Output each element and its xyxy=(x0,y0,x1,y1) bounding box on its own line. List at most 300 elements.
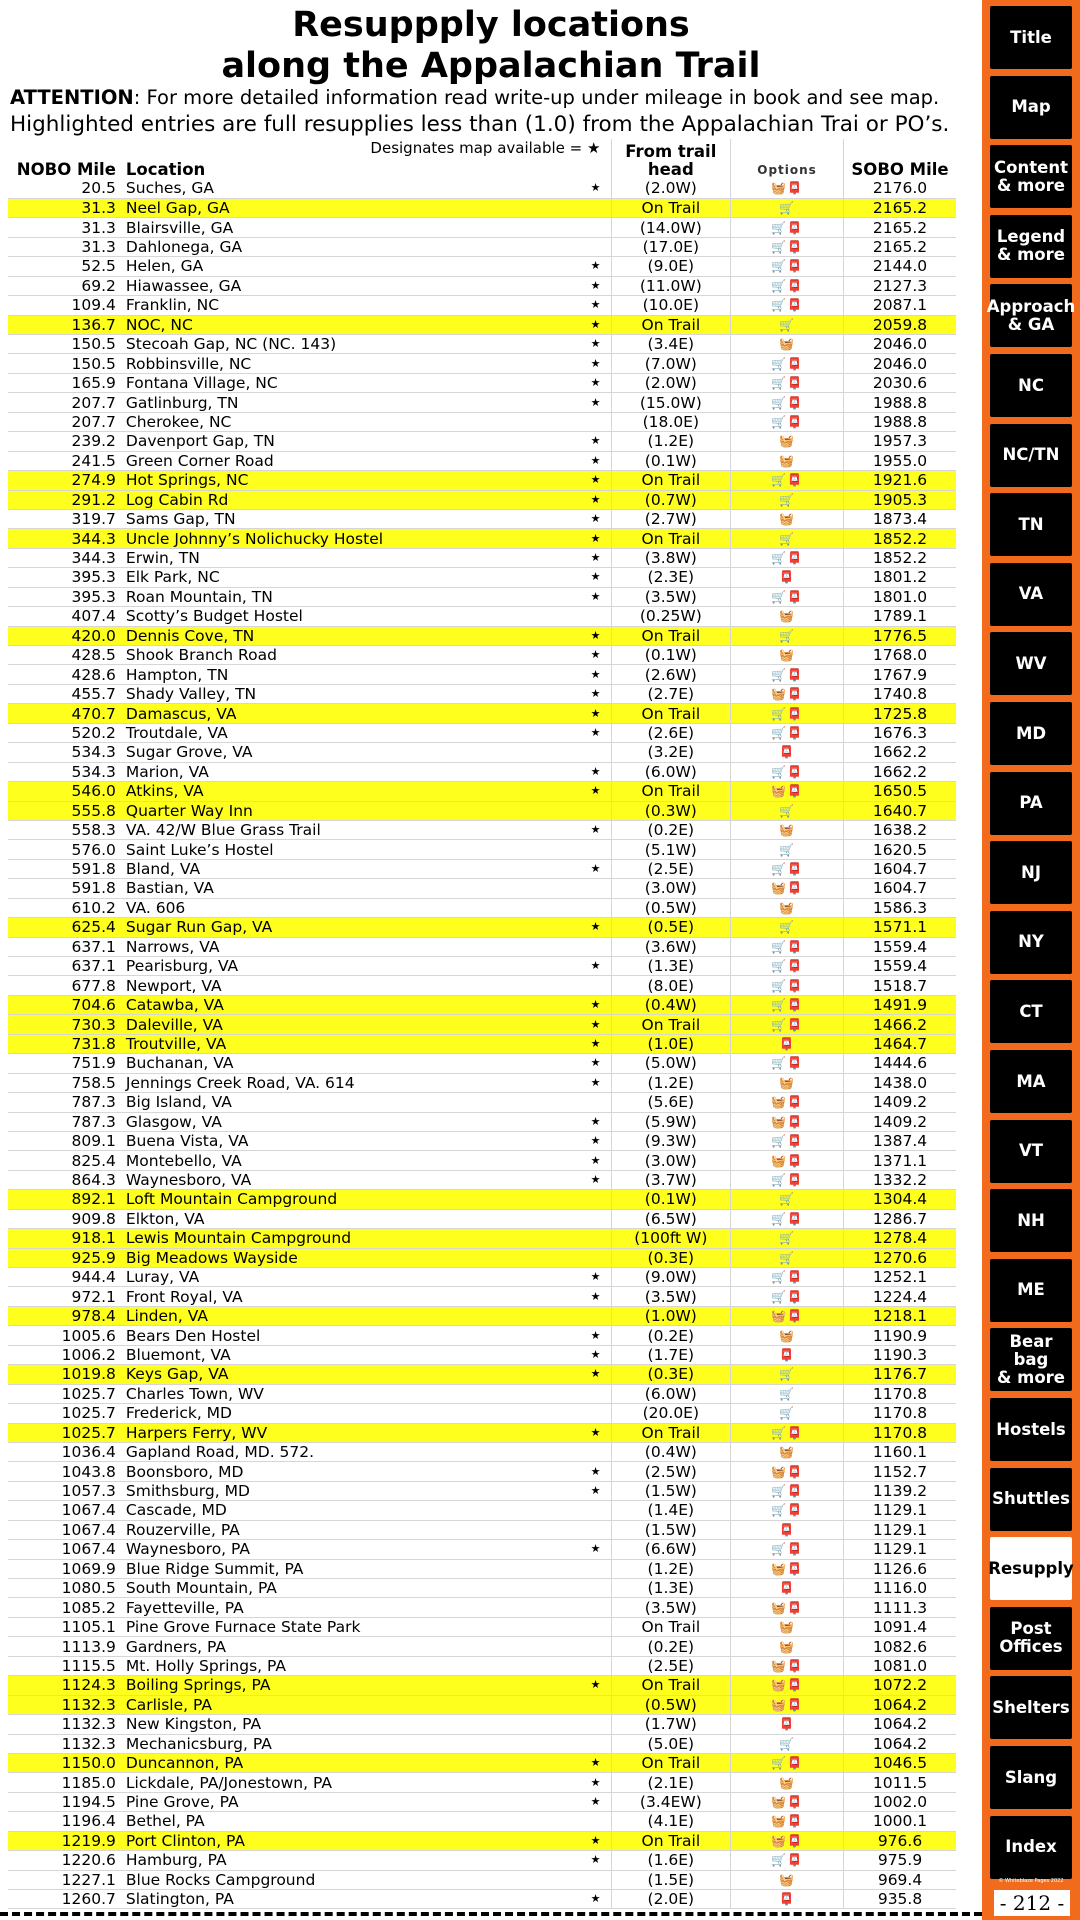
nobo-mile-cell: 591.8 xyxy=(8,879,120,898)
options-icons: 📮 xyxy=(731,1520,844,1539)
options-icons: 🧺 xyxy=(731,1326,844,1345)
nobo-mile-cell: 1113.9 xyxy=(8,1637,120,1656)
map-star-icon: ★ xyxy=(580,820,611,839)
sidebar-tab-nc-tn[interactable]: NC/TN xyxy=(990,424,1072,487)
sobo-mile-cell: 1011.5 xyxy=(844,1773,956,1792)
options-icons: 🧺📮 xyxy=(731,1812,844,1831)
options-icons: 🛒📮 xyxy=(731,976,844,995)
table-row xyxy=(8,1170,956,1189)
location-cell: Mechanicsburg, PA xyxy=(120,1734,581,1753)
nobo-mile-cell: 319.7 xyxy=(8,509,120,528)
from-trail-head-cell: (0.3E) xyxy=(611,1365,730,1384)
options-icons: 🛒📮 xyxy=(731,276,844,295)
location-cell: Waynesboro, PA xyxy=(120,1540,581,1559)
nobo-mile-cell: 1067.4 xyxy=(8,1540,120,1559)
table-row xyxy=(8,568,956,587)
map-star-icon: ★ xyxy=(580,1540,611,1559)
location-cell: Bland, VA xyxy=(120,859,581,878)
from-trail-head-cell: (6.0W) xyxy=(611,1384,730,1403)
location-cell: Green Corner Road xyxy=(120,451,581,470)
location-cell: VA. 606 xyxy=(120,898,581,917)
from-trail-head-cell: (2.1E) xyxy=(611,1773,730,1792)
table-row xyxy=(8,1792,956,1811)
map-star-icon xyxy=(580,1093,611,1112)
options-icons: 🧺 xyxy=(731,1617,844,1636)
from-trail-head-cell: (2.6W) xyxy=(611,665,730,684)
sidebar-tab-ct[interactable]: CT xyxy=(990,980,1072,1043)
nobo-mile-cell: 274.9 xyxy=(8,471,120,490)
map-star-icon xyxy=(580,1598,611,1617)
nobo-mile-cell: 918.1 xyxy=(8,1229,120,1248)
from-trail-head-cell: (1.0E) xyxy=(611,1034,730,1053)
options-icons: 🛒 xyxy=(731,315,844,334)
sobo-mile-cell: 1491.9 xyxy=(844,995,956,1014)
sobo-mile-cell: 1620.5 xyxy=(844,840,956,859)
table-row xyxy=(8,1287,956,1306)
from-trail-head-cell: (2.7W) xyxy=(611,509,730,528)
from-trail-head-cell: (18.0E) xyxy=(611,412,730,431)
map-star-icon xyxy=(580,1404,611,1423)
table-row xyxy=(8,1229,956,1248)
sobo-mile-cell: 1072.2 xyxy=(844,1676,956,1695)
table-row xyxy=(8,607,956,626)
table-row xyxy=(8,1540,956,1559)
sobo-mile-cell: 1776.5 xyxy=(844,626,956,645)
nobo-mile-cell: 637.1 xyxy=(8,937,120,956)
from-trail-head-cell: (0.2E) xyxy=(611,1637,730,1656)
table-row xyxy=(8,1112,956,1131)
nobo-mile-cell: 1132.3 xyxy=(8,1734,120,1753)
map-star-icon: ★ xyxy=(580,393,611,412)
map-star-icon: ★ xyxy=(580,1054,611,1073)
nobo-mile-cell: 1025.7 xyxy=(8,1423,120,1442)
options-icons: 🛒📮 xyxy=(731,723,844,742)
location-cell: Troutville, VA xyxy=(120,1034,581,1053)
location-cell: Saint Luke’s Hostel xyxy=(120,840,581,859)
map-star-icon: ★ xyxy=(580,432,611,451)
options-icons: 🛒📮 xyxy=(731,704,844,723)
options-icons: 🧺📮 xyxy=(731,684,844,703)
sobo-mile-cell: 976.6 xyxy=(844,1831,956,1850)
nobo-mile-cell: 1132.3 xyxy=(8,1695,120,1714)
nobo-mile-cell: 1115.5 xyxy=(8,1656,120,1675)
nobo-mile-cell: 825.4 xyxy=(8,1151,120,1170)
options-icons: 🛒📮 xyxy=(731,373,844,392)
from-trail-head-cell: (2.5E) xyxy=(611,859,730,878)
options-icons: 🛒📮 xyxy=(731,762,844,781)
table-row xyxy=(8,1345,956,1364)
sobo-mile-cell: 2087.1 xyxy=(844,296,956,315)
options-icons: 🧺 xyxy=(731,432,844,451)
options-icons: 🧺📮 xyxy=(731,782,844,801)
sidebar-tab-content-more[interactable]: Content & more xyxy=(990,145,1072,208)
options-icons: 🧺 xyxy=(731,1073,844,1092)
options-icons: 🧺📮 xyxy=(731,1306,844,1325)
map-star-icon xyxy=(580,1870,611,1889)
table-row xyxy=(8,801,956,820)
from-trail-head-cell: On Trail xyxy=(611,529,730,548)
map-star-icon: ★ xyxy=(580,762,611,781)
nobo-mile-cell: 1080.5 xyxy=(8,1579,120,1598)
table-row xyxy=(8,1054,956,1073)
location-cell: Sams Gap, TN xyxy=(120,509,581,528)
header-options: Options xyxy=(731,139,844,179)
options-icons: 🛒📮 xyxy=(731,995,844,1014)
options-icons: 🧺📮 xyxy=(731,1112,844,1131)
sobo-mile-cell: 1921.6 xyxy=(844,471,956,490)
location-cell: Fayetteville, PA xyxy=(120,1598,581,1617)
sidebar-tab-slang[interactable]: Slang xyxy=(990,1746,1072,1809)
sidebar-tab-hostels[interactable]: Hostels xyxy=(990,1398,1072,1461)
from-trail-head-cell: (17.0E) xyxy=(611,237,730,256)
sobo-mile-cell: 1139.2 xyxy=(844,1481,956,1500)
options-icons: 🧺 xyxy=(731,1773,844,1792)
map-star-icon: ★ xyxy=(580,1851,611,1870)
sobo-mile-cell: 935.8 xyxy=(844,1890,956,1909)
from-trail-head-cell: (100ft W) xyxy=(611,1229,730,1248)
sobo-mile-cell: 1466.2 xyxy=(844,1015,956,1034)
from-trail-head-cell: (9.3W) xyxy=(611,1131,730,1150)
sobo-mile-cell: 1725.8 xyxy=(844,704,956,723)
sobo-mile-cell: 1852.2 xyxy=(844,548,956,567)
table-row xyxy=(8,1190,956,1209)
sobo-mile-cell: 1586.3 xyxy=(844,898,956,917)
options-icons: 🧺📮 xyxy=(731,1676,844,1695)
map-star-icon xyxy=(580,743,611,762)
from-trail-head-cell: (0.4W) xyxy=(611,995,730,1014)
table-row xyxy=(8,509,956,528)
location-cell: Log Cabin Rd xyxy=(120,490,581,509)
location-cell: Lickdale, PA/Jonestown, PA xyxy=(120,1773,581,1792)
location-cell: Harpers Ferry, WV xyxy=(120,1423,581,1442)
map-star-icon xyxy=(580,1734,611,1753)
location-cell: Neel Gap, GA xyxy=(120,198,581,217)
location-cell: Damascus, VA xyxy=(120,704,581,723)
table-row xyxy=(8,1073,956,1092)
sidebar-tab-shelters[interactable]: Shelters xyxy=(990,1676,1072,1739)
from-trail-head-cell: (1.0W) xyxy=(611,1306,730,1325)
sobo-mile-cell: 1604.7 xyxy=(844,879,956,898)
sidebar-tab-map[interactable]: Map xyxy=(990,76,1072,139)
table-row xyxy=(8,976,956,995)
location-cell: Bethel, PA xyxy=(120,1812,581,1831)
options-icons: 🛒📮 xyxy=(731,1753,844,1772)
attention-note xyxy=(10,86,939,109)
map-star-icon: ★ xyxy=(580,1287,611,1306)
nobo-mile-cell: 1105.1 xyxy=(8,1617,120,1636)
nobo-mile-cell: 470.7 xyxy=(8,704,120,723)
sobo-mile-cell: 975.9 xyxy=(844,1851,956,1870)
sobo-mile-cell: 2165.2 xyxy=(844,218,956,237)
map-star-icon: ★ xyxy=(580,995,611,1014)
sidebar-tab-vt[interactable]: VT xyxy=(990,1120,1072,1183)
from-trail-head-cell: On Trail xyxy=(611,704,730,723)
sidebar-tab-md[interactable]: MD xyxy=(990,702,1072,765)
sidebar-tab-post-offices[interactable]: Post Offices xyxy=(990,1607,1072,1670)
map-star-icon xyxy=(580,1520,611,1539)
map-star-icon xyxy=(580,801,611,820)
nobo-mile-cell: 1043.8 xyxy=(8,1462,120,1481)
sidebar-tab-ma[interactable]: MA xyxy=(990,1050,1072,1113)
resupply-table xyxy=(8,139,956,1909)
location-cell: Shady Valley, TN xyxy=(120,684,581,703)
sobo-mile-cell: 1116.0 xyxy=(844,1579,956,1598)
sidebar-tab-shuttles[interactable]: Shuttles xyxy=(990,1468,1072,1531)
from-trail-head-cell: On Trail xyxy=(611,626,730,645)
options-icons: 🛒📮 xyxy=(731,957,844,976)
location-cell: Waynesboro, VA xyxy=(120,1170,581,1189)
location-cell: Daleville, VA xyxy=(120,1015,581,1034)
table-row xyxy=(8,315,956,334)
from-trail-head-cell: (0.25W) xyxy=(611,607,730,626)
sobo-mile-cell: 1304.4 xyxy=(844,1190,956,1209)
sobo-mile-cell: 1988.8 xyxy=(844,412,956,431)
map-star-icon xyxy=(580,1715,611,1734)
from-trail-head-cell: (5.0E) xyxy=(611,1734,730,1753)
map-star-icon: ★ xyxy=(580,1015,611,1034)
table-row xyxy=(8,198,956,217)
sobo-mile-cell: 1638.2 xyxy=(844,820,956,839)
options-icons: 🧺 xyxy=(731,607,844,626)
table-row xyxy=(8,665,956,684)
from-trail-head-cell: (3.0W) xyxy=(611,879,730,898)
nobo-mile-cell: 207.7 xyxy=(8,393,120,412)
nobo-mile-cell: 787.3 xyxy=(8,1112,120,1131)
sobo-mile-cell: 2165.2 xyxy=(844,237,956,256)
map-star-icon: ★ xyxy=(580,1890,611,1909)
table-row xyxy=(8,1384,956,1403)
table-row xyxy=(8,1715,956,1734)
nobo-mile-cell: 1220.6 xyxy=(8,1851,120,1870)
sidebar-tab-tn[interactable]: TN xyxy=(990,493,1072,556)
sidebar-tab-pa[interactable]: PA xyxy=(990,772,1072,835)
nobo-mile-cell: 31.3 xyxy=(8,237,120,256)
table-row xyxy=(8,704,956,723)
map-star-icon xyxy=(580,898,611,917)
sobo-mile-cell: 1270.6 xyxy=(844,1248,956,1267)
table-row xyxy=(8,1093,956,1112)
table-row xyxy=(8,1326,956,1345)
sobo-mile-cell: 1662.2 xyxy=(844,762,956,781)
sobo-mile-cell: 1170.8 xyxy=(844,1404,956,1423)
table-row xyxy=(8,529,956,548)
sobo-mile-cell: 1650.5 xyxy=(844,782,956,801)
nobo-mile-cell: 637.1 xyxy=(8,957,120,976)
location-cell: Cherokee, NC xyxy=(120,412,581,431)
nobo-mile-cell: 751.9 xyxy=(8,1054,120,1073)
sobo-mile-cell: 1091.4 xyxy=(844,1617,956,1636)
nobo-mile-cell: 758.5 xyxy=(8,1073,120,1092)
sidebar-tab-me[interactable]: ME xyxy=(990,1259,1072,1322)
from-trail-head-cell: (7.0W) xyxy=(611,354,730,373)
map-star-icon: ★ xyxy=(580,1073,611,1092)
sidebar-tab-title[interactable]: Title xyxy=(990,6,1072,69)
from-trail-head-cell: On Trail xyxy=(611,1753,730,1772)
location-cell: Lewis Mountain Campground xyxy=(120,1229,581,1248)
options-icons: 🧺 xyxy=(731,1870,844,1889)
location-cell: Pine Grove Furnace State Park xyxy=(120,1617,581,1636)
options-icons: 🛒📮 xyxy=(731,937,844,956)
from-trail-head-cell: (1.5W) xyxy=(611,1481,730,1500)
nobo-mile-cell: 892.1 xyxy=(8,1190,120,1209)
options-icons: 🛒 xyxy=(731,840,844,859)
options-icons: 🛒📮 xyxy=(731,393,844,412)
sidebar-tab-va[interactable]: VA xyxy=(990,563,1072,626)
nobo-mile-cell: 428.6 xyxy=(8,665,120,684)
map-star-icon xyxy=(580,1229,611,1248)
sobo-mile-cell: 1387.4 xyxy=(844,1131,956,1150)
location-cell: Duncannon, PA xyxy=(120,1753,581,1772)
from-trail-head-cell: (4.1E) xyxy=(611,1812,730,1831)
from-trail-head-cell: (0.2E) xyxy=(611,1326,730,1345)
sidebar-tab-resupply[interactable]: Resupply xyxy=(990,1537,1072,1600)
options-icons: 🛒📮 xyxy=(731,665,844,684)
sobo-mile-cell: 1160.1 xyxy=(844,1442,956,1461)
options-icons: 🧺 xyxy=(731,1637,844,1656)
nobo-mile-cell: 1067.4 xyxy=(8,1501,120,1520)
table-row xyxy=(8,1695,956,1714)
map-star-icon: ★ xyxy=(580,1365,611,1384)
location-cell: Blue Ridge Summit, PA xyxy=(120,1559,581,1578)
table-row xyxy=(8,762,956,781)
table-row xyxy=(8,743,956,762)
from-trail-head-cell: (3.0W) xyxy=(611,1151,730,1170)
from-trail-head-cell: On Trail xyxy=(611,198,730,217)
table-row xyxy=(8,1268,956,1287)
location-cell: Pearisburg, VA xyxy=(120,957,581,976)
sobo-mile-cell: 1278.4 xyxy=(844,1229,956,1248)
table-row xyxy=(8,373,956,392)
map-star-icon: ★ xyxy=(580,1326,611,1345)
table-row xyxy=(8,1812,956,1831)
sobo-mile-cell: 1046.5 xyxy=(844,1753,956,1772)
table-row xyxy=(8,412,956,431)
options-icons: 🧺 xyxy=(731,509,844,528)
nobo-mile-cell: 344.3 xyxy=(8,548,120,567)
table-header-row xyxy=(8,139,956,179)
from-trail-head-cell: (20.0E) xyxy=(611,1404,730,1423)
location-cell: Montebello, VA xyxy=(120,1151,581,1170)
table-row xyxy=(8,898,956,917)
options-icons: 🧺 xyxy=(731,1442,844,1461)
table-row xyxy=(8,587,956,606)
sidebar-tab-wv[interactable]: WV xyxy=(990,632,1072,695)
from-trail-head-cell: (5.1W) xyxy=(611,840,730,859)
sidebar-tab-legend-more[interactable]: Legend & more xyxy=(990,215,1072,278)
table-row xyxy=(8,296,956,315)
header-sobo-mile: SOBO Mile xyxy=(851,160,949,179)
nobo-mile-cell: 1132.3 xyxy=(8,1715,120,1734)
table-row xyxy=(8,840,956,859)
from-trail-head-cell: (0.5E) xyxy=(611,918,730,937)
options-icons: 📮 xyxy=(731,743,844,762)
sobo-mile-cell: 1081.0 xyxy=(844,1656,956,1675)
from-trail-head-cell: (6.6W) xyxy=(611,1540,730,1559)
location-cell: Blue Rocks Campground xyxy=(120,1870,581,1889)
table-row xyxy=(8,1462,956,1481)
location-cell: Narrows, VA xyxy=(120,937,581,956)
table-row xyxy=(8,1151,956,1170)
nobo-mile-cell: 150.5 xyxy=(8,354,120,373)
sidebar-tab-bear-bag-more[interactable]: Bear bag & more xyxy=(990,1328,1072,1391)
nobo-mile-cell: 1260.7 xyxy=(8,1890,120,1909)
sobo-mile-cell: 2127.3 xyxy=(844,276,956,295)
table-row xyxy=(8,1365,956,1384)
from-trail-head-cell: (0.5W) xyxy=(611,898,730,917)
location-cell: Fontana Village, NC xyxy=(120,373,581,392)
map-star-icon: ★ xyxy=(580,373,611,392)
map-star-icon: ★ xyxy=(580,1462,611,1481)
map-star-icon: ★ xyxy=(580,529,611,548)
options-icons: 🛒📮 xyxy=(731,1054,844,1073)
sobo-mile-cell: 1740.8 xyxy=(844,684,956,703)
location-cell: Gapland Road, MD. 572. xyxy=(120,1442,581,1461)
nobo-mile-cell: 1150.0 xyxy=(8,1753,120,1772)
nobo-mile-cell: 1069.9 xyxy=(8,1559,120,1578)
map-star-icon: ★ xyxy=(580,335,611,354)
location-cell: Big Island, VA xyxy=(120,1093,581,1112)
nobo-mile-cell: 730.3 xyxy=(8,1015,120,1034)
table-row xyxy=(8,1423,956,1442)
from-trail-head-cell: (2.3E) xyxy=(611,568,730,587)
sobo-mile-cell: 1082.6 xyxy=(844,1637,956,1656)
options-icons: 🛒📮 xyxy=(731,1481,844,1500)
location-cell: South Mountain, PA xyxy=(120,1579,581,1598)
table-row xyxy=(8,548,956,567)
sidebar-tab-index[interactable]: Index xyxy=(990,1816,1072,1879)
location-cell: Keys Gap, VA xyxy=(120,1365,581,1384)
nobo-mile-cell: 1025.7 xyxy=(8,1404,120,1423)
sobo-mile-cell: 1768.0 xyxy=(844,646,956,665)
location-cell: Big Meadows Wayside xyxy=(120,1248,581,1267)
sobo-mile-cell: 1559.4 xyxy=(844,937,956,956)
map-star-icon xyxy=(580,218,611,237)
sobo-mile-cell: 1767.9 xyxy=(844,665,956,684)
sidebar-tab-nh[interactable]: NH xyxy=(990,1189,1072,1252)
sobo-mile-cell: 1604.7 xyxy=(844,859,956,878)
from-trail-head-cell: (6.0W) xyxy=(611,762,730,781)
sidebar-tab-nc[interactable]: NC xyxy=(990,354,1072,417)
location-cell: Quarter Way Inn xyxy=(120,801,581,820)
from-trail-head-cell: On Trail xyxy=(611,1676,730,1695)
sobo-mile-cell: 1000.1 xyxy=(844,1812,956,1831)
map-star-icon xyxy=(580,1442,611,1461)
from-trail-head-cell: (0.3E) xyxy=(611,1248,730,1267)
from-trail-head-cell: (0.3W) xyxy=(611,801,730,820)
options-icons: 🧺📮 xyxy=(731,1093,844,1112)
table-row xyxy=(8,1404,956,1423)
sidebar-tab-nj[interactable]: NJ xyxy=(990,841,1072,904)
map-star-icon xyxy=(580,976,611,995)
from-trail-head-cell: (3.8W) xyxy=(611,548,730,567)
sobo-mile-cell: 2165.2 xyxy=(844,198,956,217)
sobo-mile-cell: 1789.1 xyxy=(844,607,956,626)
map-star-icon: ★ xyxy=(580,354,611,373)
table-row xyxy=(8,1481,956,1500)
table-row xyxy=(8,1015,956,1034)
sidebar-tab-ny[interactable]: NY xyxy=(990,911,1072,974)
sobo-mile-cell: 969.4 xyxy=(844,1870,956,1889)
table-row xyxy=(8,257,956,276)
table-body xyxy=(8,179,956,1909)
sobo-mile-cell: 1170.8 xyxy=(844,1384,956,1403)
location-cell: NOC, NC xyxy=(120,315,581,334)
from-trail-head-cell: (1.6E) xyxy=(611,1851,730,1870)
sobo-mile-cell: 2046.0 xyxy=(844,354,956,373)
nobo-mile-cell: 420.0 xyxy=(8,626,120,645)
sidebar-tab-approach-ga[interactable]: Approach & GA xyxy=(990,284,1072,347)
location-cell: Linden, VA xyxy=(120,1306,581,1325)
